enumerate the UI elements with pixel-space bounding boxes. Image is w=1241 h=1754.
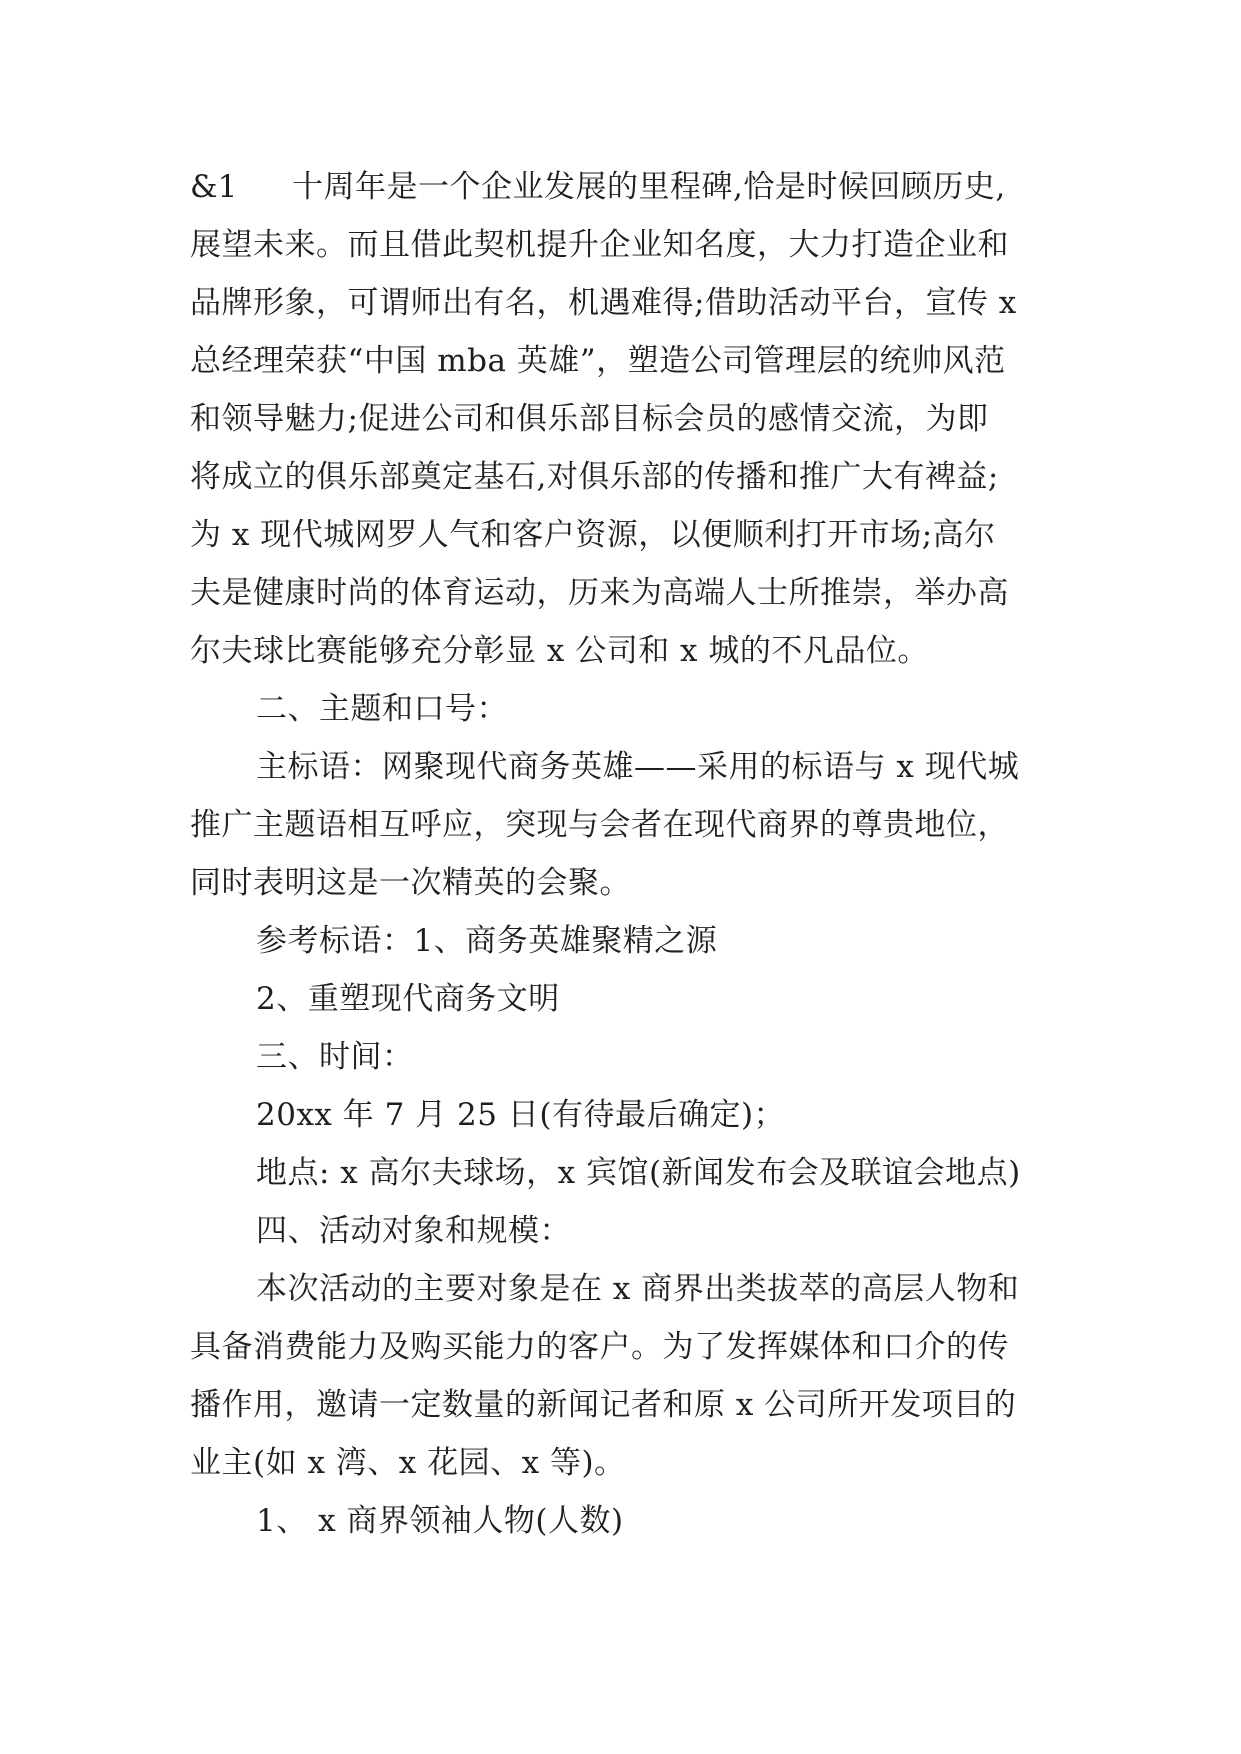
text-line: 为 x 现代城网罗人气和客户资源，以便顺利打开市场;高尔 <box>190 517 996 553</box>
text-line: 业主(如 x 湾、x 花园、x 等)。 <box>190 1445 626 1481</box>
text-line: 地点: x 高尔夫球场，x 宾馆(新闻发布会及联谊会地点) <box>256 1155 1021 1191</box>
text-line: 具备消费能力及购买能力的客户。为了发挥媒体和口介的传 <box>190 1329 1009 1365</box>
text-line: 品牌形象，可谓师出有名，机遇难得;借助活动平台，宣传 x <box>190 285 1017 321</box>
text-line: 本次活动的主要对象是在 x 商界出类拔萃的高层人物和 <box>256 1271 1020 1307</box>
text-line: 夫是健康时尚的体育运动，历来为高端人士所推崇，举办高 <box>190 575 1009 611</box>
text-line: 同时表明这是一次精英的会聚。 <box>190 865 631 901</box>
list-item: 1、 x 商界领袖人物(人数) <box>256 1503 624 1539</box>
text-line: 展望未来。而且借此契机提升企业知名度，大力打造企业和 <box>190 227 1009 263</box>
text-line: 参考标语：1、商务英雄聚精之源 <box>256 923 718 959</box>
section-heading: 四、活动对象和规模： <box>256 1213 571 1249</box>
text-line: 主标语：网聚现代商务英雄——采用的标语与 x 现代城 <box>256 749 1020 785</box>
text-line: 和领导魅力;促进公司和俱乐部目标会员的感情交流，为即 <box>190 401 989 437</box>
text-line: 播作用，邀请一定数量的新闻记者和原 x 公司所开发项目的 <box>190 1387 1017 1423</box>
paragraph-marker: &1 <box>190 169 238 205</box>
section-heading: 二、主题和口号： <box>256 691 508 727</box>
text-line: 推广主题语相互呼应，突现与会者在现代商界的尊贵地位， <box>190 807 1009 843</box>
section-heading: 三、时间： <box>256 1039 414 1075</box>
text-line: 将成立的俱乐部奠定基石,对俱乐部的传播和推广大有裨益; <box>190 459 999 495</box>
text-line: 尔夫球比赛能够充分彰显 x 公司和 x 城的不凡品位。 <box>190 633 929 669</box>
text-line: 20xx 年 7 月 25 日(有待最后确定)； <box>256 1097 786 1133</box>
text-line: 2、重塑现代商务文明 <box>256 981 560 1017</box>
text-line: 十周年是一个企业发展的里程碑,恰是时候回顾历史, <box>292 169 1006 205</box>
text-line: 总经理荣获“中国 mba 英雄”，塑造公司管理层的统帅风范 <box>190 343 1006 379</box>
